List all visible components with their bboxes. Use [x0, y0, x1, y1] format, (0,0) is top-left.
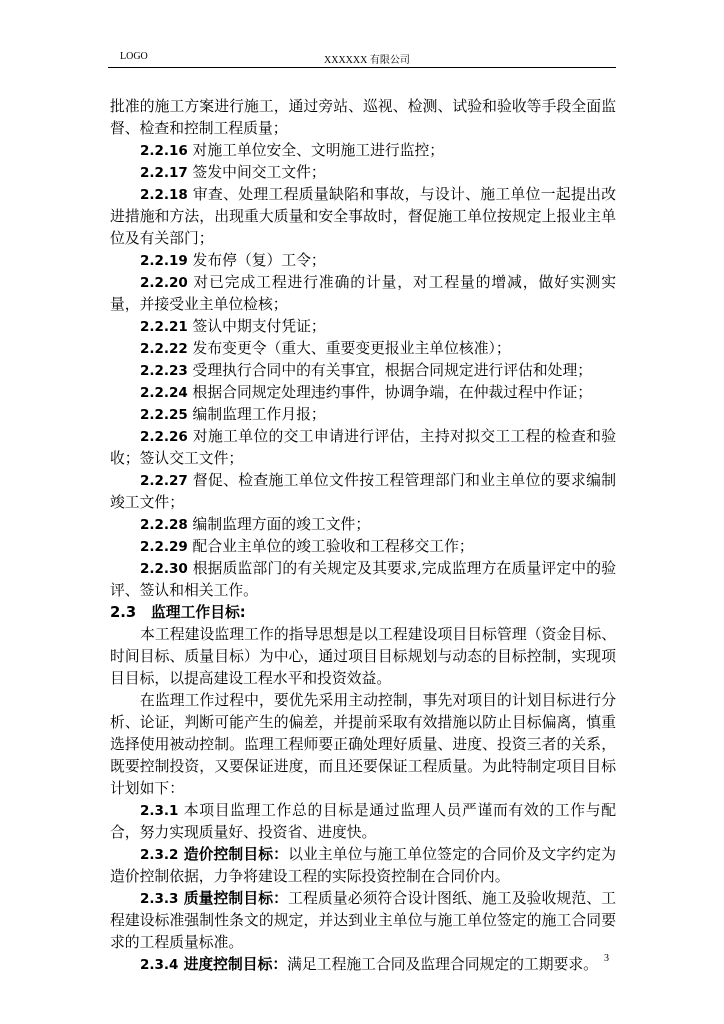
goal-item — [110, 888, 616, 954]
item-number: 2.2.29 — [140, 539, 188, 555]
item-number: 2.2.27 — [140, 473, 188, 489]
item-number: 2.2.20 — [140, 275, 188, 291]
item-number: 2.2.18 — [140, 187, 188, 203]
item-number: 2.3.4 — [140, 957, 179, 973]
goal-item — [110, 800, 616, 844]
item-text: 督促、检查施工单位文件按工程管理部门和业主单位的要求编制竣工文件； — [110, 472, 616, 511]
page-header — [108, 51, 616, 67]
page-number: 3 — [604, 953, 609, 964]
item-text: 以业主单位与施工单位签定的合同价及文字约定为造价控制依据，力争将建设工程的实际投资控制在合同价内。 — [110, 846, 616, 885]
goal-item — [110, 844, 616, 888]
paragraph-text: 批准的施工方案进行施工，通过旁站、巡视、检测、试验和验收等手段全面监督、检查和控制工程质量； — [110, 98, 616, 137]
item-text: 对施工单位安全、文明施工进行监控； — [187, 142, 445, 159]
list-item — [110, 514, 616, 536]
item-number: 2.2.30 — [140, 561, 188, 577]
item-text: 审查、处理工程质量缺陷和事故，与设计、施工单位一起提出改进措施和方法，出现重大质量和安全事故时，督促施工单位按规定上报业主单位及有关部门； — [110, 186, 616, 247]
item-number: 2.3.1 — [140, 803, 179, 819]
item-number: 2.2.17 — [140, 165, 188, 181]
list-item — [110, 536, 616, 558]
item-number: 2.2.26 — [140, 429, 188, 445]
item-text: 对施工单位的交工申请进行评估，主持对拟交工工程的检查和验收；签认交工文件； — [110, 428, 616, 467]
item-number: 2.2.19 — [140, 253, 188, 269]
item-text: 编制监理工作月报； — [187, 406, 326, 423]
list-item — [110, 140, 616, 162]
item-text: 发布停（复）工令； — [187, 252, 326, 269]
item-number: 2.2.23 — [140, 363, 188, 379]
item-number: 2.2.16 — [140, 143, 188, 159]
item-text: 本项目监理工作总的目标是通过监理人员严谨而有效的工作与配合，努力实现质量好、投资省、进度快。 — [110, 802, 616, 841]
item-number: 2.3.3 — [140, 891, 179, 907]
list-item — [110, 250, 616, 272]
list-item — [110, 338, 616, 360]
item-number: 2.2.21 — [140, 319, 188, 335]
item-text: 根据质监部门的有关规定及其要求,完成监理方在质量评定中的验评、签认和相关工作。 — [110, 560, 616, 599]
list-item — [110, 316, 616, 338]
item-text: 根据合同规定处理违约事件，协调争端，在仲裁过程中作证； — [187, 384, 593, 401]
header-logo: LOGO — [120, 51, 148, 62]
body-paragraph: 本工程建设监理工作的指导思想是以工程建设项目目标管理（资金目标、时间目标、质量目标）为中心，通过项目目标规划与动态的目标控制，实现项目目标，以提高建设工程水平和投资效益。 — [110, 626, 616, 687]
item-text: 配合业主单位的竣工验收和工程移交工作； — [187, 538, 474, 555]
item-text: 编制监理方面的竣工文件； — [187, 516, 371, 533]
list-item — [110, 382, 616, 404]
header-company-name: XXXXXX 有限公司 — [324, 55, 410, 66]
list-item — [110, 426, 616, 470]
item-number: 2.2.25 — [140, 407, 188, 423]
goal-item — [110, 954, 616, 976]
body-paragraph: 在监理工作过程中，要优先采用主动控制，事先对项目的计划目标进行分析、论证，判断可能产生的偏差，并提前采取有效措施以防止目标偏离，慎重选择使用被动控制。监理工程师要正确处理好质量、进度、投资三者的关系，既要控制投资，又要保证进度，而且还要保证工程质量。为此特制定项目目标计划如下： — [110, 692, 616, 797]
item-text: 签认中期支付凭证； — [187, 318, 326, 335]
list-item — [110, 558, 616, 602]
list-item — [110, 162, 616, 184]
list-item — [110, 404, 616, 426]
item-number: 2.2.24 — [140, 385, 188, 401]
item-text: 发布变更令（重大、重要变更报业主单位核准）； — [187, 340, 511, 357]
item-number: 2.2.28 — [140, 517, 188, 533]
item-text: 签发中间交工文件； — [187, 164, 326, 181]
document-body — [110, 96, 616, 976]
item-number: 2.3.2 — [140, 847, 179, 863]
item-text: 工程质量必须符合设计图纸、施工及验收规范、工程建设标准强制性条文的规定，并达到业主单位与施工单位签定的施工合同要求的工程质量标准。 — [110, 890, 616, 951]
item-number: 2.2.22 — [140, 341, 188, 357]
item-label: 进度控制目标： — [178, 956, 288, 973]
header-divider — [108, 67, 616, 68]
section-heading: 2.3 监理工作目标: — [110, 604, 246, 621]
item-text: 满足工程施工合同及监理合同规定的工期要求。 — [287, 956, 598, 973]
list-item — [110, 184, 616, 250]
item-label: 造价控制目标： — [178, 846, 289, 863]
list-item — [110, 360, 616, 382]
paragraph-continuation — [110, 96, 616, 140]
item-text: 对已完成工程进行准确的计量，对工程量的增减，做好实测实量，并接受业主单位检核； — [110, 274, 616, 313]
list-item — [110, 470, 616, 514]
item-text: 受理执行合同中的有关事宜，根据合同规定进行评估和处理； — [187, 362, 593, 379]
list-item — [110, 272, 616, 316]
item-label: 质量控制目标： — [178, 890, 289, 907]
